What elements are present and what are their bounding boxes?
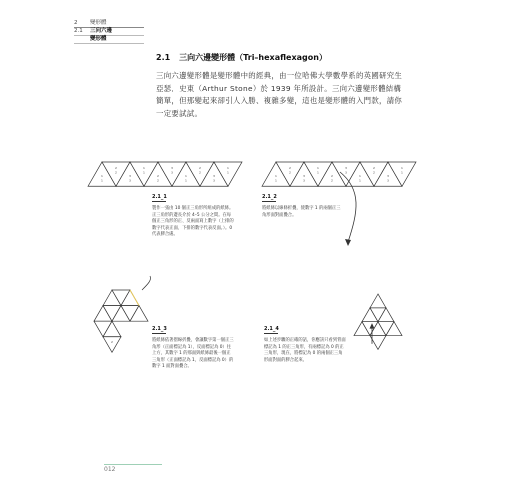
back-number-label: 2 xyxy=(199,170,201,175)
front-number-label: 3 xyxy=(213,173,215,178)
back-number-label: 3 xyxy=(171,170,173,175)
back-number-label: 2 xyxy=(115,170,117,175)
back-number-label: 1 xyxy=(359,178,361,183)
toc-number: 2.1 xyxy=(74,28,83,34)
caption-2-1-1 xyxy=(152,194,234,238)
caption-number: 2.1_3 xyxy=(152,326,166,334)
table-of-contents xyxy=(74,20,144,44)
back-number-label: 1 xyxy=(401,170,403,175)
caption-number: 2.1_1 xyxy=(152,194,166,202)
caption-2-1-3 xyxy=(152,326,234,370)
figure-strip-1 xyxy=(88,160,258,190)
front-number-label: 1 xyxy=(401,165,403,170)
front-number-label: 1 xyxy=(101,173,103,178)
caption-text: 將紙條依著摺線折疊，會讓數字第一個正三角形（正面標記為 1），反面標記為 0）往上方，其數字 1 的那面與紙條最後一個正三角形（正面標記為 1，反面標記為 0）的數字 1 面對面疊合。 xyxy=(152,338,234,370)
footer-rule xyxy=(104,464,162,465)
section-title: 三向六邊變形體（Tri–hexaflexagon） xyxy=(179,53,327,62)
back-number-label: 1 xyxy=(317,170,319,175)
back-number-label: 2 xyxy=(157,178,159,183)
front-number-label: 2 xyxy=(199,165,201,170)
front-number-label: 3 xyxy=(171,165,173,170)
back-number-label: 1 xyxy=(227,170,229,175)
back-number-label: 2 xyxy=(331,178,333,183)
toc-label: 變形體 xyxy=(90,36,107,42)
figure-folded-4 xyxy=(342,288,414,368)
folding-strip-diagram xyxy=(262,160,432,290)
back-number-label: 1 xyxy=(275,178,277,183)
toc-row-section-cont xyxy=(74,36,144,44)
back-number-label: 3 xyxy=(213,178,215,183)
back-number-label: 3 xyxy=(345,170,347,175)
section-number: 2.1 xyxy=(156,53,171,62)
back-number-label: 2 xyxy=(373,170,375,175)
toc-row-section xyxy=(74,28,144,36)
back-number-label: 1 xyxy=(101,178,103,183)
front-number-label: 3 xyxy=(303,173,305,178)
caption-2-1-2 xyxy=(262,194,344,219)
fold-curve-path xyxy=(142,276,151,290)
front-number-label: 1 xyxy=(143,165,145,170)
back-number-label: 3 xyxy=(129,178,131,183)
front-number-label: 3 xyxy=(387,173,389,178)
back-number-label: 2 xyxy=(289,170,291,175)
front-number-label: 3 xyxy=(129,173,131,178)
front-number-label: 2 xyxy=(289,165,291,170)
front-number-label: 2 xyxy=(157,173,159,178)
toc-row-chapter xyxy=(74,20,144,28)
hexagon-result-diagram xyxy=(342,288,414,368)
arrow-head-icon xyxy=(345,239,351,246)
front-number-label: 1 xyxy=(275,173,277,178)
folded-triangle xyxy=(370,294,386,308)
back-number-label: 3 xyxy=(387,178,389,183)
back-number-label: 1 xyxy=(185,178,187,183)
section-heading xyxy=(156,52,327,63)
front-number-label: 1 xyxy=(359,173,361,178)
intro-paragraph: 三向六邊變形體是變形體中的經典，由一位哈佛大學數學系的英國研究生亞瑟．史東（Arthur Stone）於 1939 年所設計。三向六邊變形體結構簡單，但那變起來卻引人入勝、複雜多變，這也是變形體的入門款，請你一定要試試。 xyxy=(156,71,403,118)
toc-number xyxy=(74,36,90,43)
front-number-label: 2 xyxy=(115,165,117,170)
front-number-label: 1 xyxy=(227,165,229,170)
front-number-label: 3 xyxy=(345,165,347,170)
triangle-strip-diagram xyxy=(88,160,258,190)
toc-label: 三向六邊 xyxy=(90,28,113,34)
toc-number: 2 xyxy=(74,20,78,26)
caption-text: 將紙條以線條折疊，使數字 1 的兩個正三角形面對面疊合。 xyxy=(262,206,341,218)
back-number-label: 3 xyxy=(303,178,305,183)
front-number-label: 2 xyxy=(373,165,375,170)
triangle-number-label: 2 xyxy=(111,339,113,344)
front-number-label: 2 xyxy=(331,173,333,178)
caption-text: 製作一張由 10 個正三角形所組成的紙條。正三角形的邊長介於 4–5 公分之間。在每個正三角形的正、反兩面寫上數字（上排的數字代表正面、下排的數字代表反面。）。0 代表膠合處。 xyxy=(152,206,234,238)
front-number-label: 1 xyxy=(317,165,319,170)
caption-2-1-4 xyxy=(264,326,346,364)
caption-number: 2.1_4 xyxy=(264,326,278,334)
back-number-label: 1 xyxy=(143,170,145,175)
figure-strip-2 xyxy=(262,160,432,290)
front-number-label: 1 xyxy=(185,173,187,178)
caption-number: 2.1_2 xyxy=(262,194,276,202)
caption-text: 如上述步驟的正確的話，你應該只看到背面標記為 1 的正三角形，有兩標記為 0 的正三角形，現在，將標記為 0 的兩個正三角形面對面的膠合起來。 xyxy=(264,338,346,363)
toc-label: 變形體 xyxy=(90,20,107,26)
page-number: 012 xyxy=(104,466,116,473)
